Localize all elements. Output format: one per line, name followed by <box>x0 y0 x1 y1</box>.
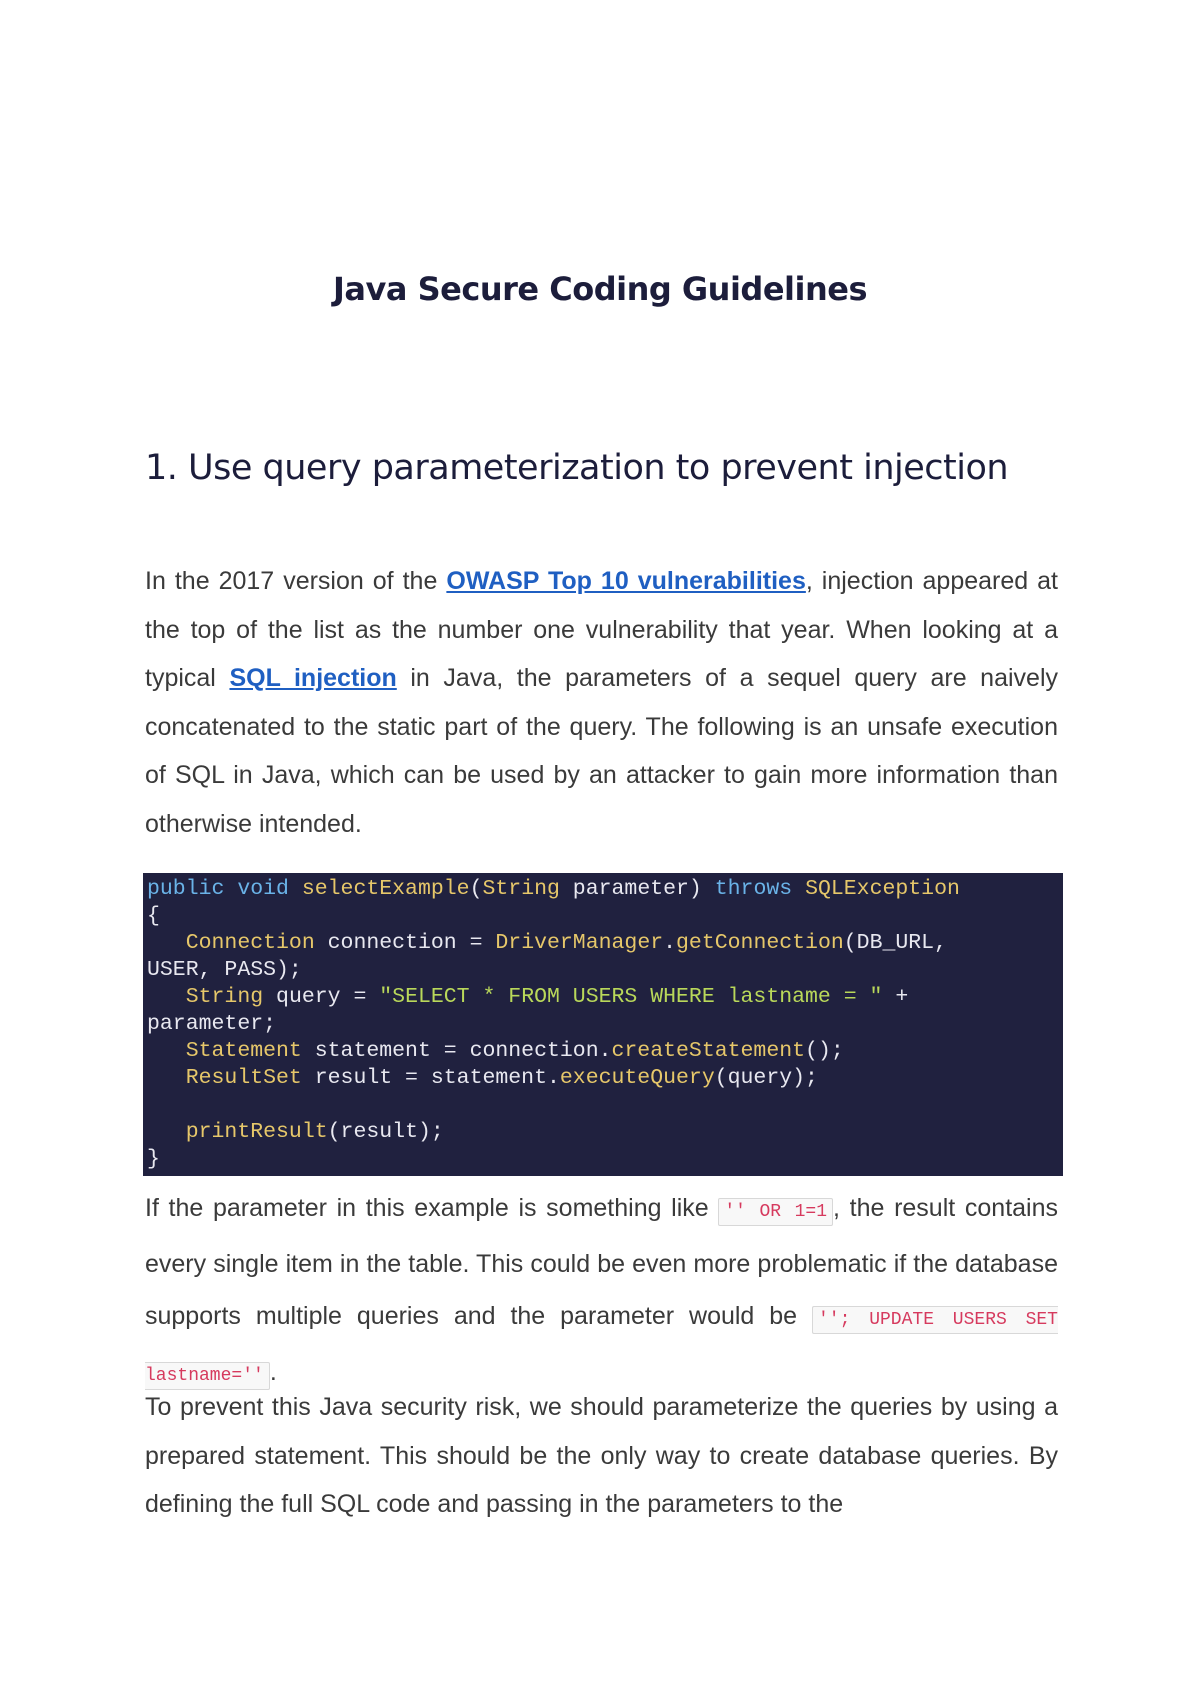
inline-code-update: ''; UPDATE USERS SET lastname='' <box>145 1306 1058 1390</box>
code-line: printResult(result); <box>185 1120 444 1144</box>
intro-paragraph <box>145 557 1058 848</box>
text-span: If the parameter in this example is something like <box>145 1194 719 1222</box>
code-line: } <box>147 1147 160 1171</box>
code-line: Connection connection = DriverManager.getConnection(DB_URL, <box>185 931 947 955</box>
inline-code-or: '' OR 1=1 <box>718 1198 833 1226</box>
page-title: Java Secure Coding Guidelines <box>333 270 867 308</box>
code-line: USER, PASS); <box>147 958 302 982</box>
text-span: . <box>269 1358 277 1386</box>
code-line: Statement statement = connection.createStatement(); <box>185 1039 844 1063</box>
sql-injection-link[interactable]: SQL injection <box>229 664 397 692</box>
code-block <box>143 873 1063 1176</box>
text-span: in Java, the parameters of a sequel query are naively concatenated to the static part of the query. The following is an unsafe execution of SQL in Java, which can be used by an attacker to gain more information than otherwise intended. <box>145 664 1059 838</box>
owasp-top-10-link[interactable]: OWASP Top 10 vulnerabilities <box>446 567 806 595</box>
code-line: public void selectExample(String parameter) throws SQLException <box>147 877 960 901</box>
prevention-paragraph: To prevent this Java security risk, we should parameterize the queries by using a prepared statement. This should be the only way to create database queries. By defining the full SQL code and passing in the parameters to the <box>145 1393 1058 1518</box>
code-line: { <box>147 904 160 928</box>
text-span: , the result contains every single item in the table. This could be even more problematic if the database supports multiple queries and the parameter would be <box>145 1194 1058 1330</box>
code-line: parameter; <box>147 1012 277 1036</box>
code-line: String query = "SELECT * FROM USERS WHERE lastname = " + <box>185 985 909 1009</box>
text-span: In the 2017 version of the <box>145 567 447 595</box>
text-span: , injection appeared at the top of the list as the number one vulnerability that year. When looking at a typical <box>145 567 1059 692</box>
section-heading: 1. Use query parameterization to prevent injection <box>145 448 1009 488</box>
code-line: ResultSet result = statement.executeQuery(query); <box>185 1066 818 1090</box>
injection-example-paragraph <box>145 1182 1058 1402</box>
